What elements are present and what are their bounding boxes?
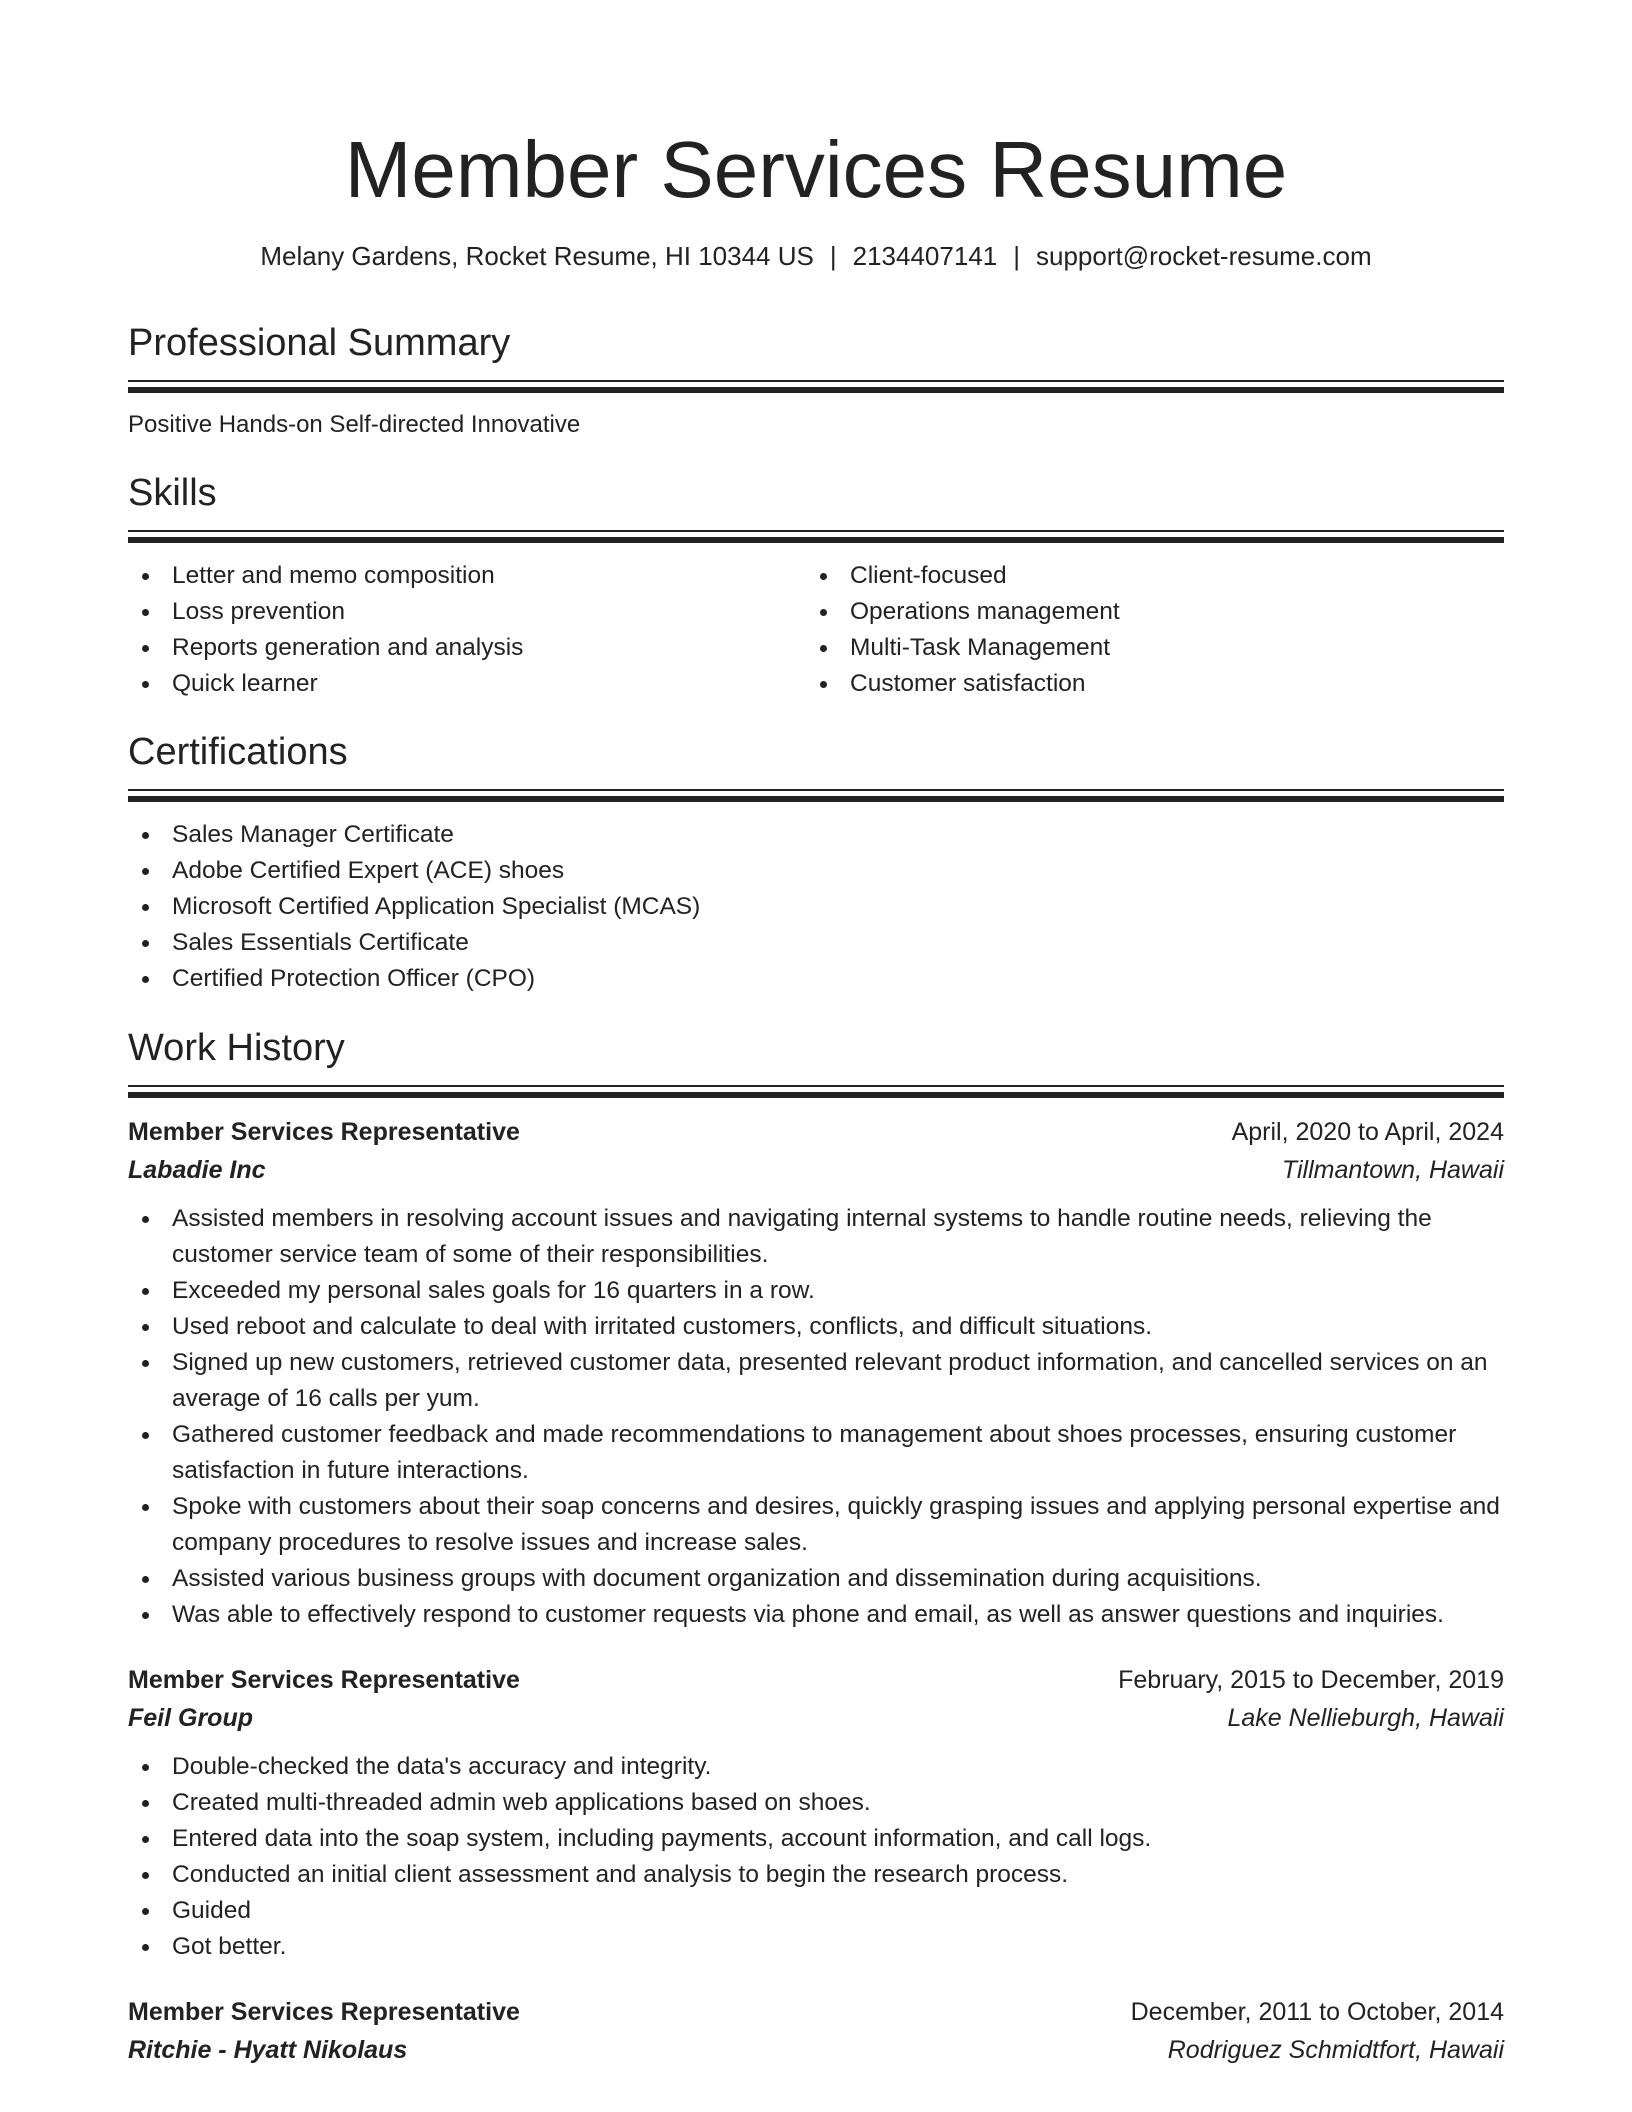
job-entry <box>128 1113 1504 1633</box>
certifications-list <box>128 817 1504 997</box>
section-heading: Certifications <box>128 731 348 773</box>
job-header <box>128 1661 1504 1699</box>
section-rule <box>128 1085 1504 1099</box>
list-item: Sales Essentials Certificate <box>128 925 1504 961</box>
job-header <box>128 1993 1504 2031</box>
list-item: Operations management <box>806 594 1484 630</box>
list-item: Customer satisfaction <box>806 666 1484 702</box>
list-item: Spoke with customers about their soap concerns and desires, quickly grasping issues and applying personal expertise and company procedures to resolve issues and increase sales. <box>128 1489 1504 1561</box>
skills-list <box>806 558 1484 702</box>
list-item: Reports generation and analysis <box>128 630 806 666</box>
job-bullets <box>128 1749 1504 1965</box>
skills-list <box>128 558 806 702</box>
list-item: Gathered customer feedback and made recommendations to management about shoes processes, ensuring customer satisfaction in future interactions. <box>128 1417 1504 1489</box>
section-heading: Professional Summary <box>128 322 511 364</box>
job-bullets <box>128 1201 1504 1633</box>
section-heading: Work History <box>128 1027 345 1069</box>
job-location: Lake Nellieburgh, Hawaii <box>1227 1704 1504 1732</box>
section-rule <box>128 530 1504 544</box>
job-location: Rodriguez Schmidtfort, Hawaii <box>1167 2036 1504 2064</box>
section-rule <box>128 789 1504 803</box>
job-company: Labadie Inc <box>128 1156 266 1184</box>
section-rule <box>128 380 1504 394</box>
job-entry <box>128 1661 1504 1965</box>
list-item: Assisted various business groups with document organization and dissemination during acquisitions. <box>128 1561 1504 1597</box>
list-item: Guided <box>128 1893 1504 1929</box>
job-subheader <box>128 1699 1504 1737</box>
list-item: Got better. <box>128 1929 1504 1965</box>
list-item: Client-focused <box>806 558 1484 594</box>
job-dates: April, 2020 to April, 2024 <box>1231 1118 1504 1146</box>
job-title: Member Services Representative <box>128 1666 520 1694</box>
list-item: Adobe Certified Expert (ACE) shoes <box>128 853 1504 889</box>
job-title: Member Services Representative <box>128 1998 520 2026</box>
job-dates: February, 2015 to December, 2019 <box>1118 1666 1504 1694</box>
skills-section <box>128 468 1504 702</box>
email: support@rocket-resume.com <box>1036 241 1372 271</box>
list-item: Entered data into the soap system, including payments, account information, and call logs. <box>128 1821 1504 1857</box>
list-item: Microsoft Certified Application Specialist (MCAS) <box>128 889 1504 925</box>
skills-column-left <box>128 558 806 702</box>
list-item: Letter and memo composition <box>128 558 806 594</box>
page-title: Member Services Resume <box>344 125 1288 214</box>
phone: 2134407141 <box>852 241 998 271</box>
list-item: Sales Manager Certificate <box>128 817 1504 853</box>
separator: | <box>1013 241 1020 271</box>
job-title: Member Services Representative <box>128 1118 520 1146</box>
job-header <box>128 1113 1504 1151</box>
list-item: Created multi-threaded admin web applications based on shoes. <box>128 1785 1504 1821</box>
skills-columns <box>128 558 1504 702</box>
job-subheader <box>128 2031 1504 2069</box>
job-subheader <box>128 1151 1504 1189</box>
job-company: Feil Group <box>128 1704 253 1732</box>
job-company: Ritchie - Hyatt Nikolaus <box>128 2036 408 2064</box>
list-item: Conducted an initial client assessment and analysis to begin the research process. <box>128 1857 1504 1893</box>
list-item: Loss prevention <box>128 594 806 630</box>
list-item: Multi-Task Management <box>806 630 1484 666</box>
list-item: Exceeded my personal sales goals for 16 quarters in a row. <box>128 1273 1504 1309</box>
section-heading: Skills <box>128 472 217 514</box>
list-item: Quick learner <box>128 666 806 702</box>
list-item: Certified Protection Officer (CPO) <box>128 961 1504 997</box>
certifications-section <box>128 727 1504 997</box>
list-item: Was able to effectively respond to customer requests via phone and email, as well as answer questions and inquiries. <box>128 1597 1504 1633</box>
separator: | <box>829 241 837 271</box>
contact-line <box>128 238 1504 274</box>
work-history-section <box>128 1023 1504 2069</box>
list-item: Double-checked the data's accuracy and integrity. <box>128 1749 1504 1785</box>
skills-column-right <box>806 558 1484 702</box>
address: Melany Gardens, Rocket Resume, HI 10344 US <box>260 241 814 271</box>
summary-text: Positive Hands-on Self-directed Innovative <box>128 411 581 438</box>
list-item: Signed up new customers, retrieved customer data, presented relevant product information, and cancelled services on an average of 16 calls per yum. <box>128 1345 1504 1417</box>
list-item: Used reboot and calculate to deal with irritated customers, conflicts, and difficult situations. <box>128 1309 1504 1345</box>
job-dates: December, 2011 to October, 2014 <box>1130 1998 1504 2026</box>
job-location: Tillmantown, Hawaii <box>1281 1156 1504 1184</box>
summary-section <box>128 318 1504 442</box>
job-entry <box>128 1993 1504 2069</box>
list-item: Assisted members in resolving account issues and navigating internal systems to handle routine needs, relieving the customer service team of some of their responsibilities. <box>128 1201 1504 1273</box>
